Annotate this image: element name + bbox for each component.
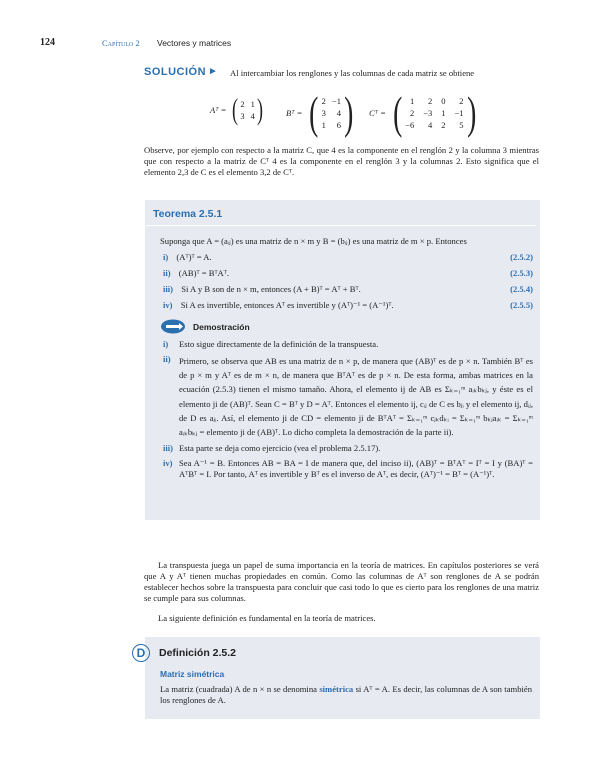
matrix-cell: 2 [459, 96, 464, 106]
page-number: 124 [40, 37, 55, 48]
matrix-cell: −1 [454, 108, 464, 118]
chapter-label: Capítulo 2 [102, 38, 140, 48]
matrix-cell: 4 [250, 111, 255, 121]
matrix-a-grid [240, 99, 255, 121]
matrix-cell: 2 [321, 96, 326, 106]
matrix-cell: −6 [405, 120, 415, 130]
theorem-item-text: Si A y B son de n × m, entonces (A + B)ᵀ = Aᵀ + Bᵀ. [181, 284, 361, 294]
theorem-intro: Suponga que A = (aᵢⱼ) es una matriz de n × m y B = (bᵢⱼ) es una matriz de m × p. Entonces [160, 236, 467, 246]
matrix-cell: 1 [250, 99, 255, 109]
matrix-b-transpose: Bᵀ = ( 2 −1 3 4 1 6 ) [286, 87, 354, 138]
proof-item-text: Sea A⁻¹ = B. Entonces AB = BA = I de manera que, del inciso ii), (AB)ᵀ = BᵀAᵀ = Iᵀ = I y (BA)ᵀ = AᵀBᵀ = I. Por tanto, Aᵀ es invertible y Bᵀ es el inverso de Aᵀ, es decir, (Aᵀ)⁻¹ = Bᵀ = (A⁻¹)ᵀ. [179, 458, 533, 480]
matrix-cell: 2 [428, 96, 433, 106]
matrix-cell: 3 [321, 108, 326, 118]
equation-number: (2.5.4) [510, 284, 533, 294]
solution-label: SOLUCIÓN [144, 66, 207, 78]
matrix-c-grid [405, 96, 463, 130]
body-paragraph: La transpuesta juega un papel de suma importancia en la teoría de matrices. En capítulos posteriores se verá que A y Aᵀ tienen muchas propiedades en común. Como las columnas de Aᵀ son renglones de A se podrán establecer hechos sobre la transpuesta para concluir que casi todo lo que es cierto para los renglones de una matriz se cumple para sus columnas. [144, 560, 539, 603]
definition-icon: D [132, 644, 150, 662]
matrix-cell: 5 [459, 120, 464, 130]
proof-item-text: Esto sigue directamente de la definición de la transpuesta. [179, 339, 379, 349]
proof-item-text: Esta parte se deja como ejercicio (vea el problema 2.5.17). [179, 443, 381, 454]
theorem-item-text: (AB)ᵀ = BᵀAᵀ. [178, 268, 230, 278]
theorem-item-text: Si A es invertible, entonces Aᵀ es invertible y (Aᵀ)⁻¹ = (A⁻¹)ᵀ. [180, 300, 394, 310]
theorem-item-label: i) [163, 252, 169, 262]
proof-item-label: iii) [163, 443, 174, 454]
proof-item-label: i) [163, 339, 169, 349]
definition-text-before: La matriz (cuadrada) A de n × n se denomina [160, 684, 320, 694]
definition-text [160, 684, 532, 706]
theorem-item-label: iii) [163, 284, 174, 294]
matrix-cell: 1 [441, 108, 446, 118]
matrix-cell: 4 [336, 108, 341, 118]
proof-item [163, 443, 533, 454]
theorem-item-text: (Aᵀ)ᵀ = A. [176, 252, 212, 262]
proof-items [163, 339, 533, 480]
proof-item-label: ii) [163, 354, 171, 364]
theorem-title: Teorema 2.5.1 [153, 208, 223, 220]
proof-item-label: iv) [163, 458, 173, 469]
solution-arrow-icon: ► [208, 66, 218, 77]
proof-item [163, 458, 533, 480]
matrix-cell: −1 [331, 96, 341, 106]
theorem-item [163, 252, 533, 268]
matrix-cell: 0 [441, 96, 446, 106]
matrix-c-transpose: Cᵀ = ( 1 2 0 2 2 −3 1 −1 −6 4 2 5 ) [369, 87, 476, 138]
chapter-title: Vectores y matrices [157, 38, 232, 48]
matrix-cell: 1 [409, 96, 415, 106]
proof-item [163, 354, 533, 439]
matrix-b-grid [322, 96, 341, 130]
definition-title: Definición 2.5.2 [159, 647, 237, 659]
theorem-item-label: ii) [163, 268, 171, 278]
theorem-items [163, 252, 533, 316]
body-paragraph-2: La siguiente definición es fundamental en la teoría de matrices. [158, 613, 376, 623]
solution-intro: Al intercambiar los renglones y las columnas de cada matriz se obtiene [230, 68, 475, 78]
proof-item-text: Primero, se observa que AB es una matriz de n × p, de manera que (AB)ᵀ es de p × n. También Bᵀ es de p × m y Aᵀ es de m × n, de manera que BᵀAᵀ es de p × n. De esta forma, ambas matrices en la ecuación (2.5.3) tienen el mismo tamaño. Ahora, el elemento ij de AB es Σₖ₌₁ᵐ aᵢₖbₖⱼ, y éste es el elemento ji de (AB)ᵀ. Sean C = Bᵀ y D = Aᵀ. Entonces el elemento ij, cᵢⱼ de C es bⱼᵢ y el elemento ij, dᵢⱼ, de D es aⱼᵢ. Así, el elemento ji de CD = elemento ji de BᵀAᵀ = Σₖ₌₁ᵐ cⱼₖdₖᵢ = Σₖ₌₁ᵐ bₖⱼaᵢₖ = Σₖ₌₁ᵐ aᵢₖbₖⱼ = elemento ji de (AB)ᵀ. Lo dicho completa la demostración de la parte ii). [179, 356, 533, 438]
matrix-cell: 2 [409, 108, 415, 118]
definition-text-after: si Aᵀ = A. Es decir, las columnas de A son también los renglones de A. [160, 684, 532, 705]
matrix-cell: −3 [423, 108, 433, 118]
matrix-cell: 1 [321, 120, 326, 130]
theorem-item [163, 300, 533, 316]
definition-keyword: simétrica [319, 684, 354, 694]
equation-number: (2.5.2) [510, 252, 533, 262]
theorem-item [163, 268, 533, 284]
theorem-divider [146, 225, 536, 226]
observation-paragraph: Observe, por ejemplo con respecto a la matriz C, que 4 es la componente en el renglón 2 y la columna 3 mientras que con respecto a la matriz de Cᵀ 4 es la componente en el renglón 3 y la columnas 2. Esto significa que el elemento 2,3 de C es el elemento 3,2 de Cᵀ. [144, 145, 539, 177]
theorem-item-label: iv) [163, 300, 173, 310]
matrix-cell: 6 [336, 120, 341, 130]
matrix-cell: 2 [441, 120, 446, 130]
equation-number: (2.5.3) [510, 268, 533, 278]
proof-item [163, 339, 533, 350]
proof-icon [160, 319, 186, 334]
matrix-cell: 4 [428, 120, 433, 130]
equation-number: (2.5.5) [510, 300, 533, 310]
matrix-cell: 3 [240, 111, 245, 121]
proof-title: Demostración [193, 322, 250, 332]
theorem-item [163, 284, 533, 300]
definition-subtitle: Matriz simétrica [160, 669, 225, 679]
matrix-cell: 2 [240, 99, 245, 109]
matrix-a-transpose: Aᵀ = ( 2 1 3 4 ) [210, 93, 263, 126]
